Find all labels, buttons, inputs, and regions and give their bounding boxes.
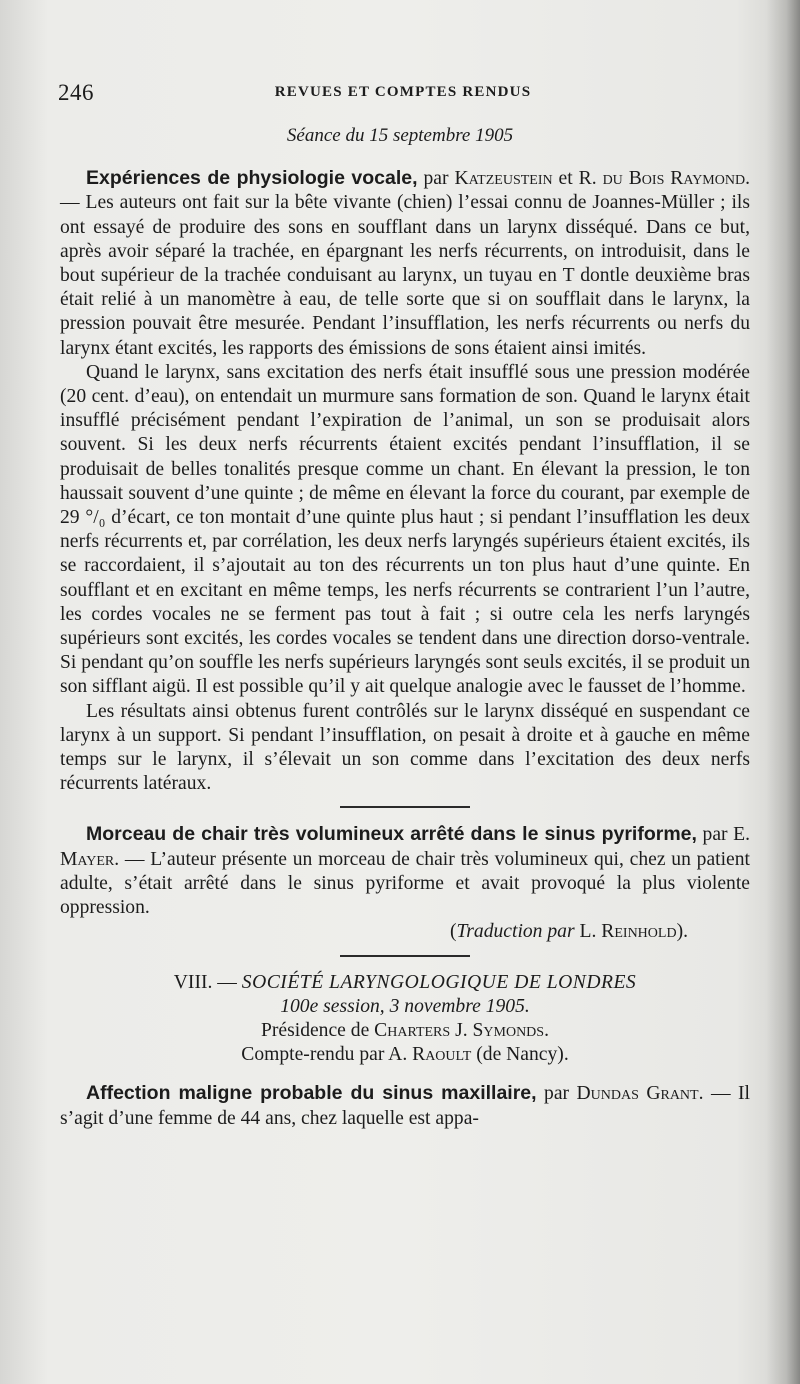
paragraph: Les résultats ainsi obtenus furent contrôlés sur le larynx disséqué en suspendant ce larynx à un support. Si pendant l’insufflation, on pesait à droite et à gauche en même temps sur le larynx, il s’élevait un son comme dans l’excitation des deux nerfs récurrents latéraux.: [60, 700, 750, 795]
author-name: Katzeustein: [454, 168, 553, 190]
session-title: Séance du 15 septembre 1905: [286, 125, 514, 146]
page-edge-shadow: [766, 0, 800, 1384]
presidence-line: Présidence de Charters J. Symonds.: [261, 1019, 549, 1041]
article-affection-maligne: Affection maligne probable du sinus maxillaire, par Dundas Grant. — Il s’agit d’une femme de 44 ans, chez laquelle est appa-: [60, 1082, 750, 1129]
paragraph: Quand le larynx, sans excitation des nerfs était insufflé sous une pression modérée (20 cent. d’eau), on entendait un murmure sans formation de son. Quand le larynx était insufflé précisément pendant l’expiration de l’animal, un son se produisait alors souvent. Si les deux nerfs récurrents étaient excités pendant l’insufflation, il se produisait de belles tonalités presque comme un chant. En élevant la pression, le ton haussait souvent d’une quinte ; de même en élevant la force du courant, par exemple de 29 °/₀ d’écart, ce ton montait d’une quinte plus haut ; si pendant l’insufflation les deux nerfs récurrents et, par corrélation, les deux nerfs laryngés supérieurs étaient excités, ils se raccordaient, il s’ajoutait au ton des récurrents un ton plus haut d’une quinte. En soufflant et en excitant en même temps, les nerfs récurrents se contrarient l’un l’autre, les cordes vocales ne se ferment pas tout à fait ; si outre cela les nerfs laryngés supérieurs sont excités, les cordes vocales se tendent dans une direction dorso-ventrale. Si pendant qu’on souffle les nerfs supérieurs laryngés sont seuls excités, il se produit un son sifflant aigü. Il est possible qu’il y ait quelque analogie avec le fausset de l’homme.: [60, 361, 750, 698]
page-number: 246: [58, 80, 94, 105]
president-name: Charters J. Symonds: [374, 1019, 545, 1041]
translation-credit: (Traduction par L. Reinhold).: [449, 921, 688, 943]
reporter-name: Raoult: [412, 1044, 472, 1066]
page-header: [58, 80, 748, 110]
section-divider: [340, 806, 470, 808]
article-title: Expériences de physiologie vocale,: [86, 167, 418, 190]
article-title: Affection maligne probable du sinus maxillaire,: [86, 1082, 537, 1105]
compte-rendu-line: Compte-rendu par A. Raoult (de Nancy).: [241, 1044, 569, 1066]
section-divider: [340, 955, 470, 957]
running-title: REVUES ET COMPTES RENDUS: [274, 84, 532, 100]
paragraph: . — Il s’agit d’une femme de 44 ans, chez laquelle est appa-: [60, 1083, 750, 1129]
author-name: du Bois Raymond: [602, 168, 746, 190]
paragraph: . — L’auteur présente un morceau de chair très volumineux qui, chez un patient adulte, s’était arrêté dans le sinus pyriforme et avait provoqué la plus violente oppression.: [60, 848, 750, 919]
page-content: [60, 124, 750, 1131]
translator-name: Reinhold: [601, 921, 677, 943]
author-name: Dundas Grant: [576, 1083, 699, 1105]
society-name: SOCIÉTÉ LARYNGOLOGIQUE DE LONDRES: [241, 971, 637, 993]
article-title: Morceau de chair très volumineux arrêté dans le sinus pyriforme,: [86, 823, 697, 846]
author-name: Mayer: [60, 848, 115, 870]
article-physiologie-vocale: Expériences de physiologie vocale, par Katzeustein et R. du Bois Raymond. — Les auteurs ont fait sur la bête vivante (chien) l’essai connu de Joannes-Müller ; ils ont essayé de produire des sons en soufflant dans un larynx disséqué. Dans ce but, après avoir séparé la trachée, en épargnant les nerfs récurrents, on introduisit, dans le bout supérieur de la trachée conduisant au larynx, un tuyau en T dontle deuxième bras était relié à un manomètre à eau, de telle sorte que si on soufflait dans le larynx, la pression pouvait être mesurée. Pendant l’insufflation, les nerfs récurrents ou nerfs du larynx étant excités, les rapports des émissions de sons étaient ainsi imités.: [60, 167, 750, 359]
session-line: 100e session, 3 novembre 1905.: [280, 995, 530, 1017]
paragraph: . — Les auteurs ont fait sur la bête vivante (chien) l’essai connu de Joannes-Müller ; ils ont essayé de produire des sons en soufflant dans un larynx disséqué. Dans ce but, après avoir séparé la trachée, en épargnant les nerfs récurrents, on introduisit, dans le bout supérieur de la trachée conduisant au larynx, un tuyau en T dontle deuxième bras était relié à un manomètre à eau, de telle sorte que si on soufflait dans le larynx, la pression pouvait être mesurée. Pendant l’insufflation, les nerfs récurrents ou nerfs du larynx étant excités, les rapports des émissions de sons étaient ainsi imités.: [60, 168, 750, 359]
article-morceau-de-chair: Morceau de chair très volumineux arrêté dans le sinus pyriforme, par E. Mayer. — L’auteur présente un morceau de chair très volumineux qui, chez un patient adulte, s’était arrêté dans le sinus pyriforme et avait provoqué la plus violente oppression.: [60, 823, 751, 919]
section-heading: VIII. — SOCIÉTÉ LARYNGOLOGIQUE DE LONDRES: [173, 971, 637, 993]
